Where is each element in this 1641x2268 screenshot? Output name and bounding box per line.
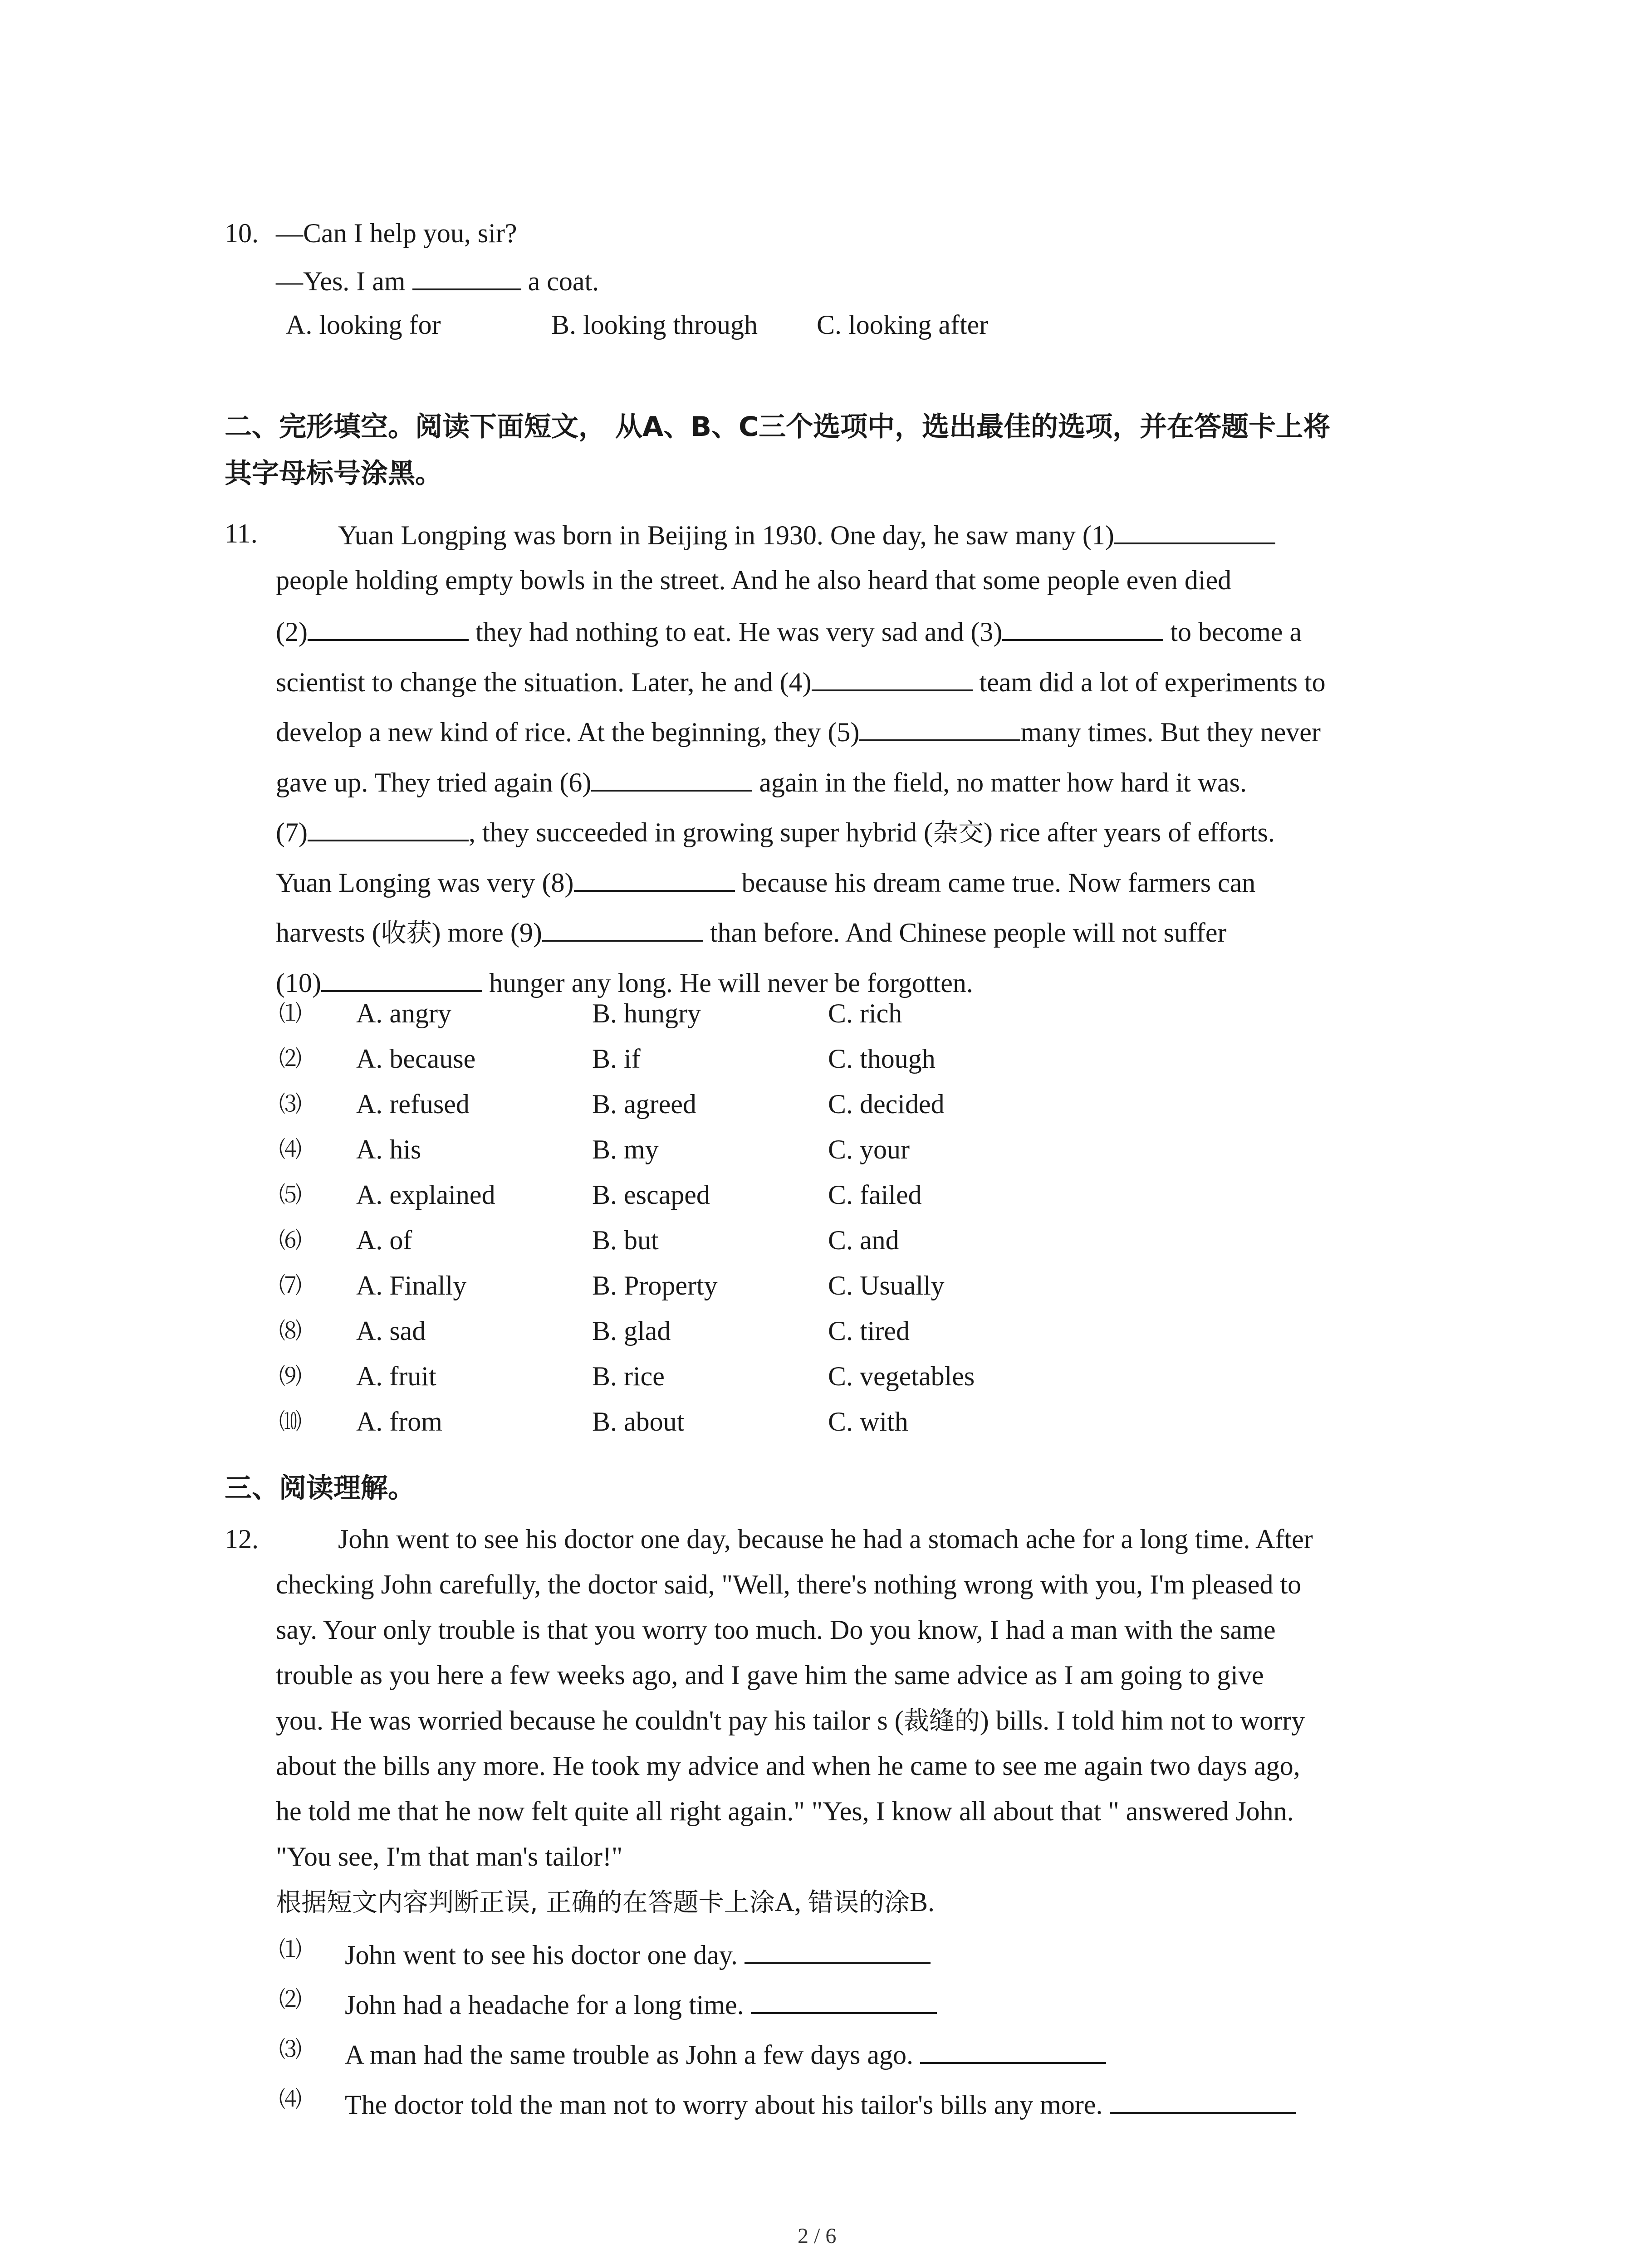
page-number: 2 / 6: [798, 2224, 837, 2248]
answer-blank[interactable]: [308, 614, 469, 641]
option-b: B. hungry: [592, 998, 701, 1028]
answer-blank[interactable]: [574, 865, 735, 892]
option-number: ⑶: [279, 1091, 302, 1117]
option-b: B. if: [592, 1044, 641, 1074]
answer-blank[interactable]: [1114, 517, 1275, 544]
q12-passage-line: John went to see his doctor one day, because he had a stomach ache for a long time. After: [338, 1524, 1313, 1554]
question-11-number: 11.: [225, 518, 258, 548]
option-number: ⑻: [279, 1318, 302, 1344]
option-a: A. sad: [356, 1316, 426, 1346]
answer-blank[interactable]: [751, 1987, 937, 2014]
question-10-option-c: C. looking after: [817, 310, 989, 340]
option-a: A. Finally: [356, 1271, 467, 1300]
q12-instruction: 根据短文内容判断正误, 正确的在答题卡上涂A, 错误的涂B.: [276, 1887, 935, 1917]
option-c: C. rich: [828, 998, 902, 1028]
option-number: ⑷: [279, 1136, 302, 1163]
q11-passage-line: harvests (收获) more (9) than before. And Chinese people will not suffer: [276, 914, 1226, 950]
q11-passage-line: Yuan Longing was very (8) because his dream came true. Now farmers can: [276, 865, 1255, 899]
option-a: A. fruit: [356, 1361, 436, 1391]
option-a: A. of: [356, 1225, 412, 1255]
q12-passage-line: about the bills any more. He took my advice and when he came to see me again two days ago,: [276, 1751, 1300, 1781]
section-3-heading: 三、阅读理解。: [225, 1472, 415, 1504]
q12-passage-line: checking John carefully, the doctor said, "Well, there's nothing wrong with you, I'm pleased to: [276, 1569, 1302, 1599]
option-c: C. and: [828, 1225, 899, 1255]
q11-passage-line: develop a new kind of rice. At the beginning, they (5) many times. But they never: [276, 714, 1321, 748]
answer-blank[interactable]: [1110, 2087, 1296, 2114]
option-c: C. your: [828, 1134, 910, 1164]
option-a: A. refused: [356, 1089, 470, 1119]
question-10-option-a: A. looking for: [286, 310, 441, 340]
answer-blank[interactable]: [542, 914, 703, 942]
question-10-number: 10.: [225, 218, 259, 248]
q12-passage-line: say. Your only trouble is that you worry too much. Do you know, I had a man with the same: [276, 1615, 1276, 1645]
option-number: ⑼: [279, 1363, 302, 1389]
option-number: ⑽: [279, 1408, 302, 1435]
q11-passage-line: (2) they had nothing to eat. He was very sad and (3) to become a: [276, 614, 1302, 648]
option-c: C. with: [828, 1407, 908, 1437]
q12-passage-line: you. He was worried because he couldn't pay his tailor s (裁缝的) bills. I told him not to worry: [276, 1706, 1305, 1736]
answer-blank[interactable]: [920, 2037, 1106, 2064]
option-number: ⑺: [279, 1272, 302, 1299]
option-b: B. about: [592, 1407, 685, 1437]
q11-passage-line: gave up. They tried again (6) again in the field, no matter how hard it was.: [276, 764, 1247, 799]
q12-item: John went to see his doctor one day.: [345, 1937, 931, 1971]
option-b: B. my: [592, 1134, 659, 1164]
section-2-heading-line1: 二、完形填空。阅读下面短文， 从A、B、C三个选项中，选出最佳的选项，并在答题卡上将: [225, 411, 1331, 443]
option-b: B. agreed: [592, 1089, 696, 1119]
q11-passage-line: Yuan Longping was born in Beijing in 1930. One day, he saw many (1): [338, 517, 1275, 552]
q12-passage-line: he told me that he now felt quite all right again." "Yes, I know all about that " answered John.: [276, 1796, 1294, 1826]
option-b: B. but: [592, 1225, 659, 1255]
option-a: A. because: [356, 1044, 476, 1074]
option-c: C. tired: [828, 1316, 910, 1346]
option-number: ⑹: [279, 1227, 302, 1253]
answer-blank[interactable]: [591, 764, 752, 792]
q11-passage-line: (7) , they succeeded in growing super hybrid (杂交) rice after years of efforts.: [276, 814, 1275, 850]
question-10-line2: —Yes. I am a coat.: [276, 263, 599, 298]
option-number: ⑸: [279, 1182, 302, 1208]
option-c: C. failed: [828, 1180, 922, 1210]
option-c: C. decided: [828, 1089, 945, 1119]
option-a: A. from: [356, 1407, 442, 1437]
question-10-line1: —Can I help you, sir?: [276, 218, 517, 248]
question-12-number: 12.: [225, 1524, 259, 1554]
answer-blank[interactable]: [812, 664, 973, 691]
q12-item: The doctor told the man not to worry about his tailor's bills any more.: [345, 2087, 1296, 2121]
answer-blank[interactable]: [308, 814, 469, 841]
q12-item: John had a headache for a long time.: [345, 1987, 937, 2021]
q11-passage-line: scientist to change the situation. Later, he and (4) team did a lot of experiments to: [276, 664, 1326, 699]
answer-blank[interactable]: [412, 263, 521, 290]
item-number: ⑶: [279, 2036, 302, 2063]
option-a: A. his: [356, 1134, 421, 1164]
option-a: A. angry: [356, 998, 451, 1028]
q12-item: A man had the same trouble as John a few days ago.: [345, 2037, 1106, 2071]
question-10-option-b: B. looking through: [551, 310, 758, 340]
section-2-heading-line2: 其字母标号涂黑。: [225, 458, 442, 489]
q12-passage-line: "You see, I'm that man's tailor!": [276, 1842, 623, 1872]
answer-blank[interactable]: [321, 965, 482, 992]
option-b: B. escaped: [592, 1180, 710, 1210]
option-b: B. glad: [592, 1316, 671, 1346]
item-number: ⑷: [279, 2086, 302, 2112]
answer-blank[interactable]: [1002, 614, 1163, 641]
option-b: B. rice: [592, 1361, 665, 1391]
q11-passage-line: people holding empty bowls in the street. And he also heard that some people even died: [276, 565, 1232, 595]
option-b: B. Property: [592, 1271, 718, 1300]
item-number: ⑵: [279, 1986, 302, 2013]
option-a: A. explained: [356, 1180, 495, 1210]
option-c: C. vegetables: [828, 1361, 975, 1391]
option-number: ⑴: [279, 1000, 302, 1026]
option-c: C. though: [828, 1044, 936, 1074]
option-c: C. Usually: [828, 1271, 945, 1300]
option-number: ⑵: [279, 1046, 302, 1072]
answer-blank[interactable]: [745, 1937, 931, 1964]
answer-blank[interactable]: [859, 714, 1020, 741]
q11-passage-line: (10) hunger any long. He will never be forgotten.: [276, 965, 973, 999]
item-number: ⑴: [279, 1936, 302, 1963]
q12-passage-line: trouble as you here a few weeks ago, and I gave him the same advice as I am going to give: [276, 1660, 1264, 1690]
